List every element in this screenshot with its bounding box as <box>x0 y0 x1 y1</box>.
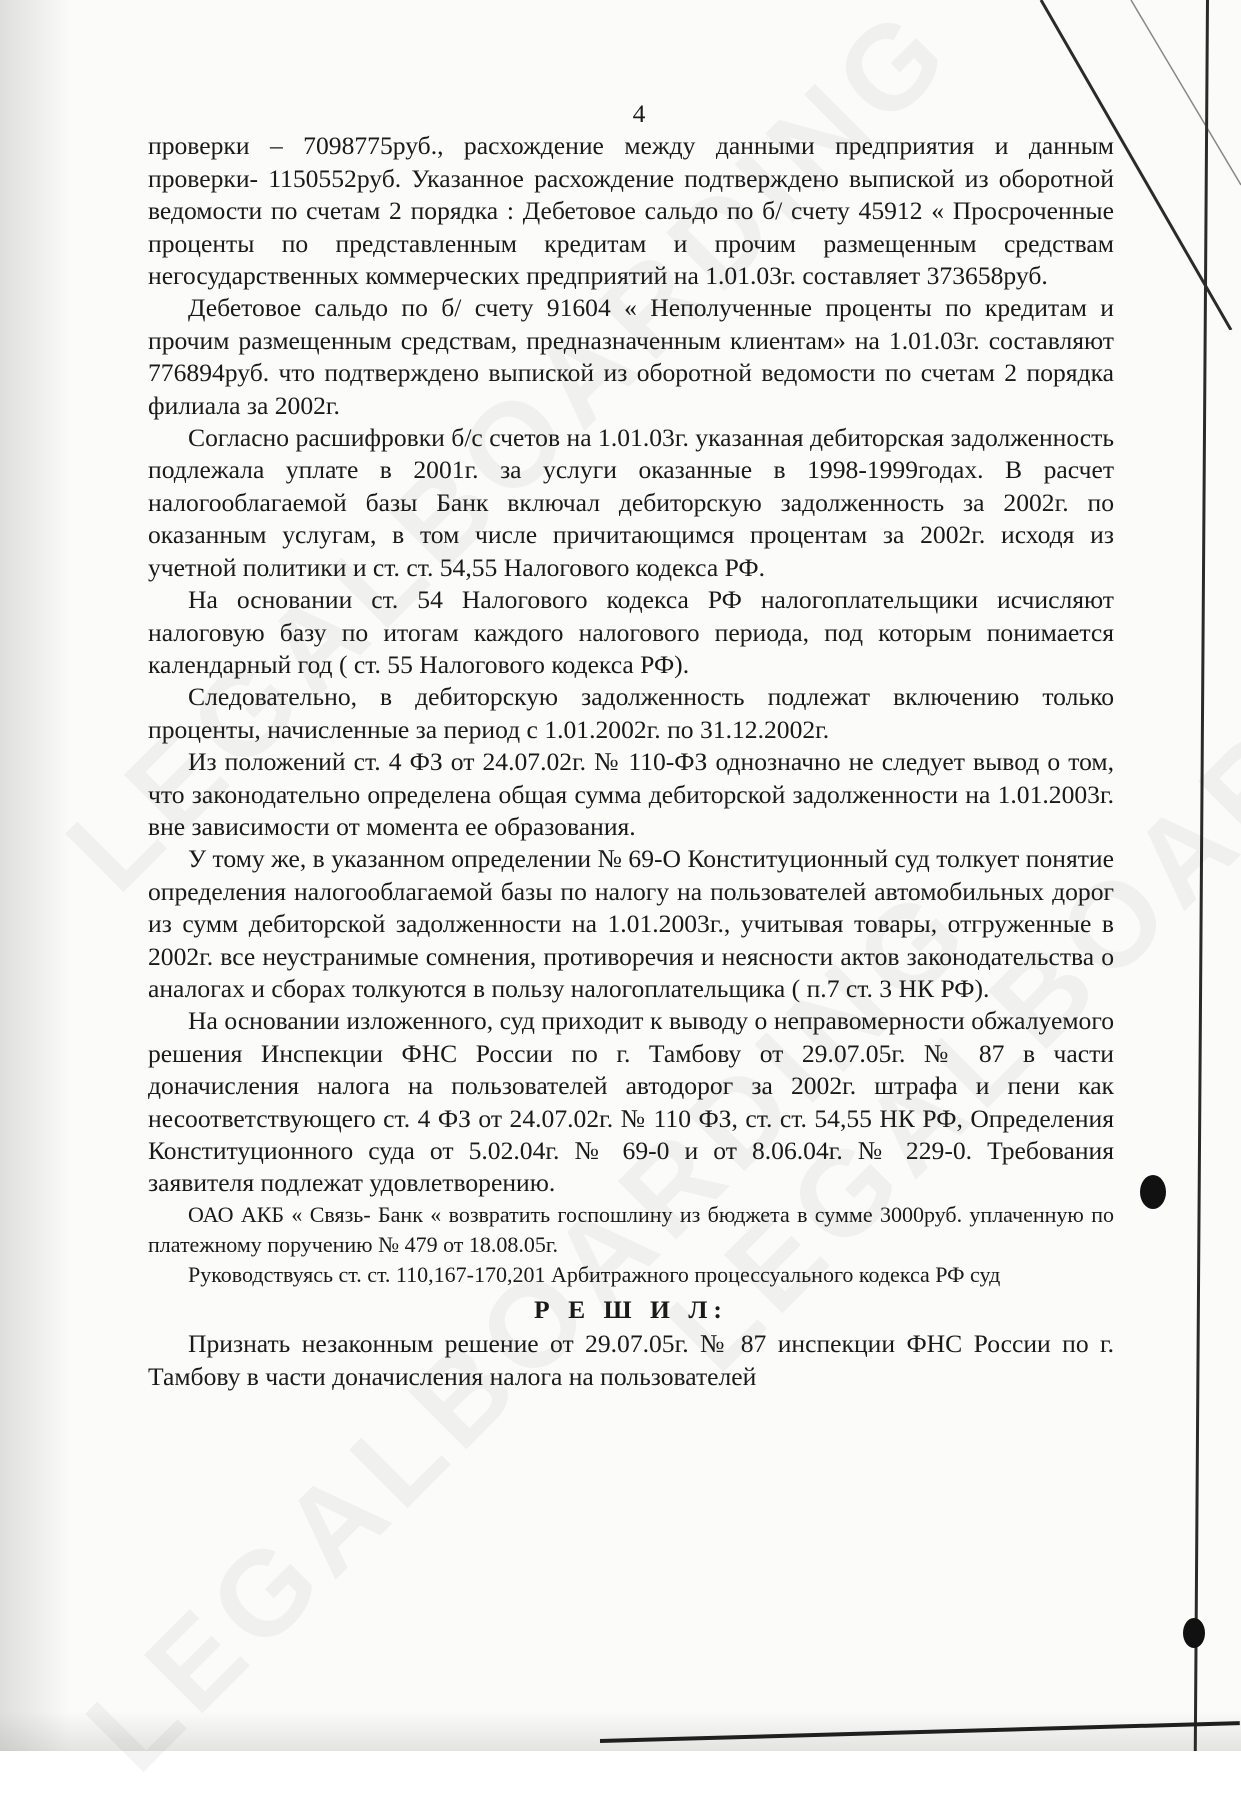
document-body <box>148 98 1114 1393</box>
decision-paragraph: Признать незаконным решение от 29.07.05г. № 87 инспекции ФНС России по г. Тамбову в части доначисления налога на пользователей <box>148 1329 1114 1391</box>
paragraph: Согласно расшифровки б/с счетов на 1.01.03г. указанная дебиторская задолженность подлежала уплате в 2001г. за услуги оказанные в 1998-1999годах. В расчет налогооблагаемой базы Банк включал дебиторскую задолженность за 2002г. по оказанным услугам, в том числе причитающимся процентам за 2002г. исходя из учетной политики и ст. ст. 54,55 Налогового кодекса РФ. <box>148 423 1114 582</box>
paragraph: Дебетовое сальдо по б/ счету 91604 « Неполученные проценты по кредитам и прочим размещенным средствам, предназначенным клиентам» на 1.01.03г. составляют 776894руб. что подтверждено выпиской из оборотной ведомости по счетам 2 порядка филиала за 2002г. <box>148 293 1114 420</box>
scan-shadow-left <box>0 0 70 1751</box>
ink-blot-icon <box>1183 1618 1205 1648</box>
paragraph: У тому же, в указанном определении № 69-О Конституционный суд толкует понятие определения налогооблагаемой базы по налогу на пользователей автомобильных дорог из сумм дебиторской задолженности на 1.01.2003г., учитывая товары, отгруженные в 2002г. все неустранимые сомнения, противоречия и неясности актов законодательства о аналогах и сборах толкуются в пользу налогоплательщика ( п.7 ст. 3 НК РФ). <box>148 844 1114 1003</box>
refund-paragraph: ОАО АКБ « Связь- Банк « возвратить госпошлину из бюджета в сумме 3000руб. уплаченную по платежному поручению № 479 от 18.08.05г. <box>148 1201 1114 1257</box>
paragraph: Следовательно, в дебиторскую задолженность подлежат включению только проценты, начисленные за период с 1.01.2002г. по 31.12.2002г. <box>148 682 1114 744</box>
decision-heading: Р Е Ш И Л: <box>534 1294 728 1324</box>
page-number: 4 <box>632 99 646 128</box>
paragraph: проверки – 7098775руб., расхождение между данными предприятия и данным проверки- 1150552руб. Указанное расхождение подтверждено выпиской из оборотной ведомости по счетам 2 порядка : Дебетовое сальдо по б/ счету 45912 « Просроченные проценты по представленным кредитам и прочим размещенным средствам негосударственных коммерческих предприятий на 1.01.03г. составляет 373658руб. <box>148 131 1114 291</box>
scan-shadow-bottom <box>0 1711 1241 1751</box>
paragraph: Из положений ст. 4 ФЗ от 24.07.02г. № 110-ФЗ однозначно не следует вывод о том, что законодательно определена общая сумма дебиторской задолженности на 1.01.2003г. вне зависимости от момента ее образования. <box>148 747 1114 841</box>
paragraph: На основании изложенного, суд приходит к выводу о неправомерности обжалуемого решения Инспекции ФНС России по г. Тамбову от 29.07.05г. № 87 в части доначисления налога на пользователей автодорог за 2002г. штрафа и пени как несоответствующего ст. 4 ФЗ от 24.07.02г. № 110 ФЗ, ст. ст. 54,55 НК РФ, Определения Конституционного суда от 5.02.04г. № 69-0 и от 8.06.04г. № 229-0. Требования заявителя подлежат удовлетворению. <box>148 1006 1114 1198</box>
paragraph: На основании ст. 54 Налогового кодекса РФ налогоплательщики исчисляют налоговую базу по итогам каждого налогового периода, под которым понимается календарный год ( ст. 55 Налогового кодекса РФ). <box>148 585 1114 679</box>
ink-blot-icon <box>1140 1175 1166 1209</box>
procedure-paragraph: Руководствуясь ст. ст. 110,167-170,201 Арбитражного процессуального кодекса РФ суд <box>188 1261 1001 1287</box>
